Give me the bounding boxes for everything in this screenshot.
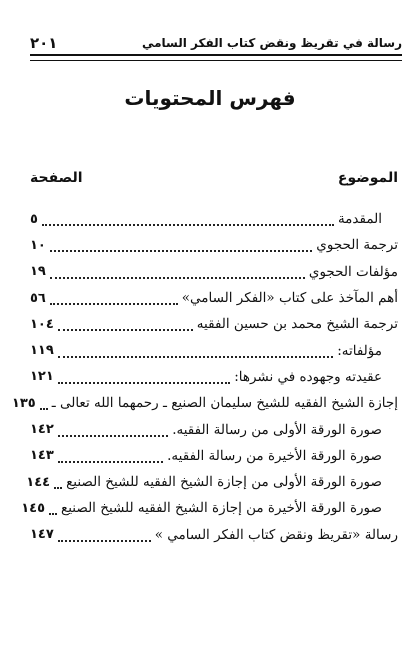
toc-entry-title: المقدمة (337, 211, 382, 228)
toc-entry-page: ٥ (30, 211, 38, 227)
toc-entry (30, 232, 398, 258)
toc-entry (11, 390, 398, 416)
toc-entry-title: مؤلفات الحجوي (308, 263, 398, 280)
leader-dots (50, 244, 312, 252)
toc-entry (30, 416, 398, 442)
leader-dots (50, 297, 178, 305)
page-number: ٢٠١ (30, 34, 58, 52)
toc-entry (26, 469, 398, 495)
running-book-title: رسالة في تقريظ ونقض كتاب الفكر السامي (141, 36, 402, 50)
page-column-header: الصفحة (30, 170, 83, 186)
toc-entry-title: صورة الورقة الأولى من إجازة الشيخ الفقيه للشيخ الصنيع (66, 474, 382, 491)
column-headers (30, 170, 398, 192)
leader-dots (50, 271, 305, 279)
leader-dots (58, 323, 193, 331)
toc-title: فهرس المحتويات (124, 86, 296, 110)
toc-entry (30, 522, 398, 548)
leader-dots (58, 534, 151, 542)
toc-entry-title: إجازة الشيخ الفقيه للشيخ سليمان الصنيع ـ رحمهما الله تعالى ـ (51, 395, 398, 412)
toc-entry-title: ترجمة الحجوي (316, 237, 398, 254)
toc-entry-page: ١١٩ (30, 343, 54, 359)
toc-entry (30, 443, 398, 469)
toc-entry (21, 495, 398, 521)
toc-entry-page: ١٤٥ (21, 500, 46, 516)
subject-column-header: الموضوع (337, 170, 398, 186)
toc-entry-page: ١٢١ (30, 369, 54, 385)
leader-dots (58, 455, 163, 463)
toc-list (11, 206, 398, 548)
toc-entry-title: عقيدته وجهوده في نشرها: (234, 368, 382, 385)
leader-dots (58, 429, 168, 437)
toc-entry-page: ١٤٤ (26, 474, 51, 490)
toc-entry-title: ترجمة الشيخ محمد بن حسين الفقيه (196, 316, 398, 333)
leader-dots (40, 402, 48, 410)
toc-entry-page: ١٣٥ (11, 395, 36, 411)
running-header (30, 28, 402, 54)
toc-entry-page: ١٠ (30, 237, 46, 253)
toc-entry-page: ١٤٢ (30, 422, 54, 438)
toc-entry (30, 285, 398, 311)
toc-entry (30, 337, 398, 363)
toc-entry-title: صورة الورقة الأخيرة من إجازة الشيخ الفقيه للشيخ الصنيع (61, 500, 382, 517)
toc-entry-page: ١٠٤ (30, 316, 54, 332)
toc-entry-title: رسالة «تقريظ ونقض كتاب الفكر السامي » (154, 526, 398, 543)
toc-entry-title: مؤلفاته: (337, 342, 382, 359)
toc-entry-page: ١٩ (30, 264, 46, 280)
toc-entry-title: صورة الورقة الأولى من رسالة الفقيه. (172, 421, 382, 438)
toc-entry-page: ١٤٧ (30, 527, 54, 543)
leader-dots (58, 376, 230, 384)
toc-entry (30, 364, 398, 390)
leader-dots (54, 481, 62, 489)
toc-entry (30, 206, 398, 232)
leader-dots (42, 218, 334, 226)
toc-entry-title: صورة الورقة الأخيرة من رسالة الفقيه. (167, 447, 382, 464)
toc-entry-page: ١٤٣ (30, 448, 54, 464)
header-rule (30, 54, 402, 61)
toc-entry (30, 311, 398, 337)
toc-entry-title: أهم المآخذ على كتاب «الفكر السامي» (181, 290, 398, 307)
toc-entry (30, 259, 398, 285)
toc-entry-page: ٥٦ (30, 290, 46, 306)
leader-dots (49, 507, 57, 515)
leader-dots (58, 350, 333, 358)
